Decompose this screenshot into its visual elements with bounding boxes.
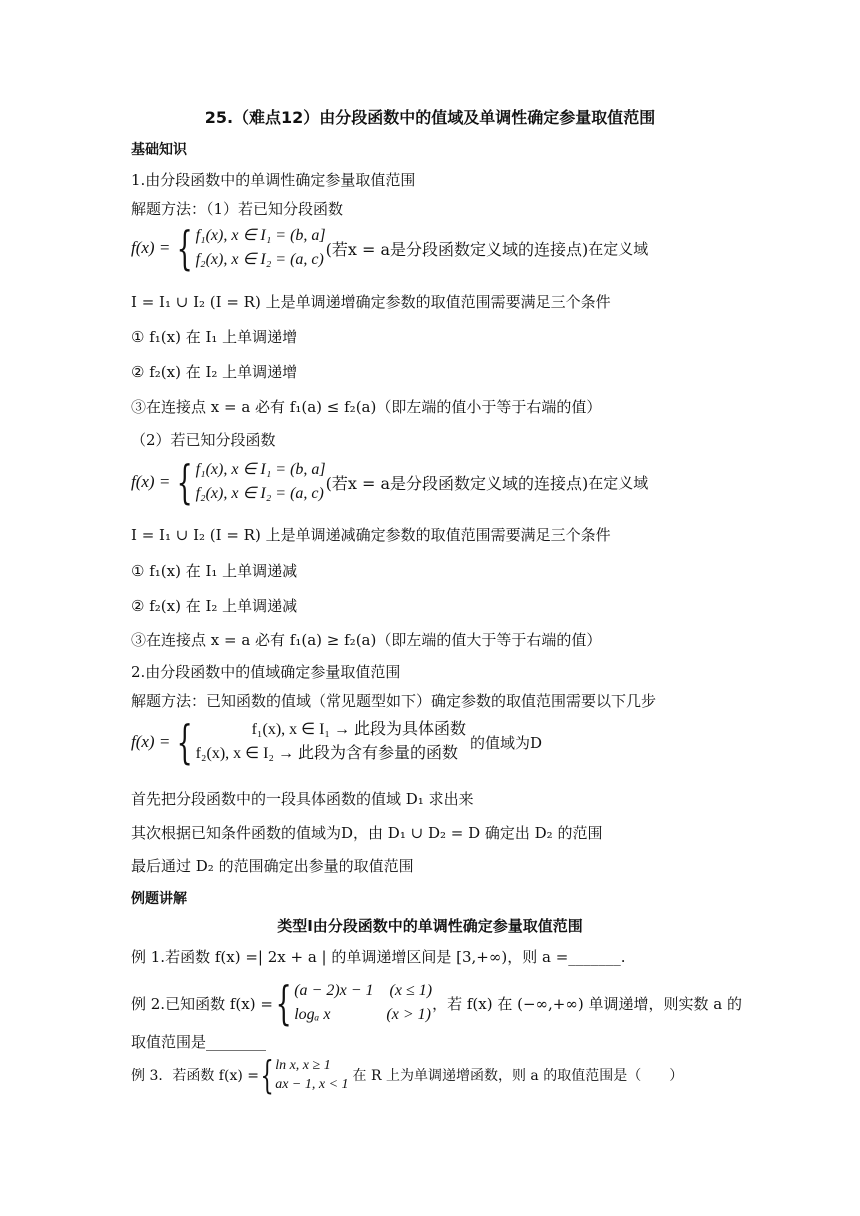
ex2-suffix: ，若 f(x) 在 (−∞,+∞) 单调递增，则实数 a 的: [432, 994, 742, 1013]
piecewise-function-2: [131, 455, 649, 509]
part2-step3: 最后通过 D₂ 的范围确定出参量的取值范围: [131, 857, 414, 875]
basics-heading: 基础知识: [131, 142, 187, 158]
pw3-lhs: f(x) =: [131, 732, 171, 751]
part2-method: 解题方法：已知函数的值域（常见题型如下）确定参数的取值范围需要以下几步: [131, 692, 657, 710]
inc-item-3: ③在连接点 x = a 必有 f₁(a) ≤ f₂(a)（即左端的值小于等于右端的值）: [131, 398, 602, 416]
dec-item-2: ② f₂(x) 在 I₂ 上单调递减: [131, 597, 298, 615]
pw2-suffix: 在定义域: [588, 473, 649, 492]
dec-item-1: ① f₁(x) 在 I₁ 上单调递减: [131, 562, 298, 580]
ex3-suffix: 在 R 上为单调递增函数，则 a 的取值范围是（ ）: [352, 1068, 684, 1084]
pw2-case1: f₁(x), x ∈ I₁ = (b, a]: [195, 461, 326, 478]
pw3-case1: f₁(x), x ∈ I₁ → 此段为具体函数: [251, 721, 467, 738]
inc-condition: I = I₁ ∪ I₂ (I = R) 上是单调递增确定参数的取值范围需要满足三个条件: [131, 293, 611, 311]
pw2-note: (若x = a是分段函数定义域的连接点): [325, 473, 589, 493]
ex3-case1: ln x, x ≥ 1: [275, 1058, 331, 1073]
ex2-prefix: 例 2.已知函数 f(x) =: [131, 994, 273, 1013]
brace-icon: {: [260, 1053, 274, 1097]
pw2-lhs: f(x) =: [131, 472, 171, 491]
examples-heading: 例题讲解: [131, 891, 187, 907]
example-2: [131, 976, 742, 1030]
part2-step1: 首先把分段函数中的一段具体函数的值域 D₁ 求出来: [131, 790, 474, 808]
pw3-suffix: 的值域为D: [470, 733, 543, 752]
brace-icon: {: [275, 976, 292, 1030]
type1-heading: 类型Ⅰ由分段函数中的单调性确定参量取值范围: [277, 917, 583, 935]
pw2-case2: f₂(x), x ∈ I₂ = (a, c): [195, 485, 324, 502]
pw2-cases: [196, 458, 326, 506]
piecewise-function-3: [131, 715, 543, 769]
pw1-case1: f₁(x), x ∈ I₁ = (b, a]: [195, 227, 326, 244]
ex2-cases: [294, 979, 432, 1027]
inc-item-1: ① f₁(x) 在 I₁ 上单调递增: [131, 328, 298, 346]
pw1-cases: [196, 224, 326, 272]
part1-heading: 1.由分段函数中的单调性确定参量取值范围: [131, 171, 416, 189]
pw1-lhs: f(x) =: [131, 238, 171, 257]
page-title: 25.（难点12）由分段函数中的值域及单调性确定参量取值范围: [204, 108, 656, 127]
brace-icon: {: [176, 715, 194, 769]
pw3-case2: f₂(x), x ∈ I₂ → 此段为含有参量的函数: [195, 745, 459, 762]
ex3-cases: [275, 1056, 348, 1094]
pw1-case2: f₂(x), x ∈ I₂ = (a, c): [195, 251, 324, 268]
ex3-prefix: 例 3．若函数 f(x) =: [131, 1068, 259, 1084]
brace-icon: {: [176, 455, 194, 509]
pw1-suffix: 在定义域: [588, 239, 649, 258]
part1-method2: （2）若已知分段函数: [131, 431, 276, 449]
pw3-cases: [196, 718, 466, 766]
example-1: 例 1.若函数 f(x) =| 2x + a | 的单调递增区间是 [3,+∞)，则 a =_______.: [131, 948, 626, 966]
ex2-case1: (a − 2)x − 1 (x ≤ 1): [294, 982, 433, 999]
part1-method1: 解题方法：（1）若已知分段函数: [131, 200, 344, 218]
example-2-line2: 取值范围是________: [131, 1033, 267, 1051]
ex2-case2: logₐ x (x > 1): [294, 1006, 431, 1023]
brace-icon: {: [176, 221, 194, 275]
inc-item-2: ② f₂(x) 在 I₂ 上单调递增: [131, 363, 298, 381]
pw1-note: (若x = a是分段函数定义域的连接点): [325, 239, 589, 259]
dec-condition: I = I₁ ∪ I₂ (I = R) 上是单调递减确定参数的取值范围需要满足三个条件: [131, 526, 611, 544]
part2-step2: 其次根据已知条件函数的值域为D，由 D₁ ∪ D₂ = D 确定出 D₂ 的范围: [131, 824, 603, 842]
example-3: [131, 1053, 684, 1097]
ex3-case2: ax − 1, x < 1: [275, 1077, 349, 1092]
part2-heading: 2.由分段函数中的值域确定参量取值范围: [131, 663, 401, 681]
dec-item-3: ③在连接点 x = a 必有 f₁(a) ≥ f₂(a)（即左端的值大于等于右端的值）: [131, 631, 602, 649]
piecewise-function-1: [131, 221, 649, 275]
